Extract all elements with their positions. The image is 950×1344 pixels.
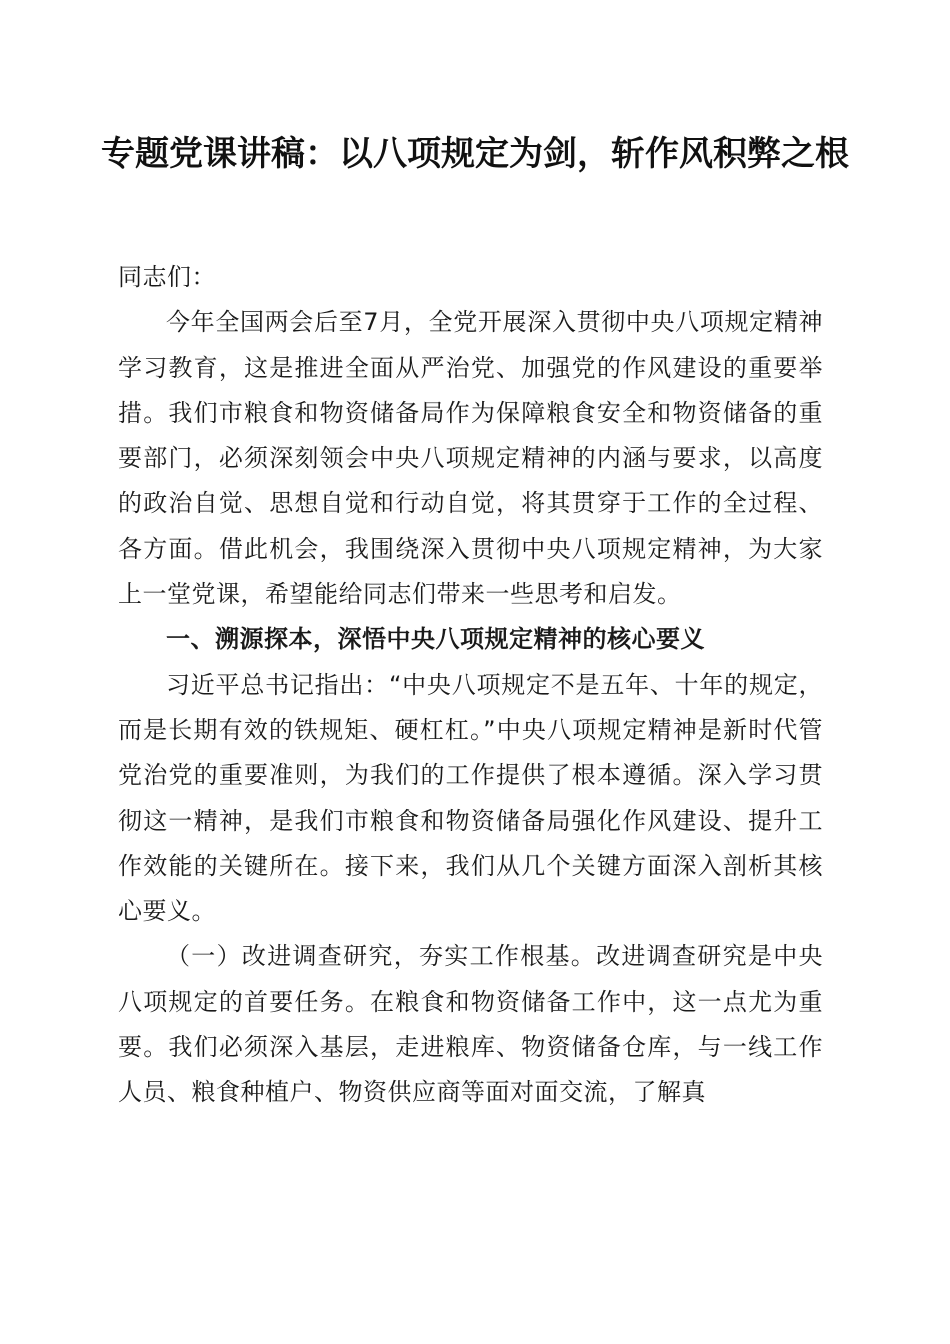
document-title: 专题党课讲稿：以八项规定为剑，斩作风积弊之根 [101,134,849,174]
quote-paragraph: 习近平总书记指出：“中央八项规定不是五年、十年的规定，而是长期有效的铁规矩、硬杠杠。”中央八项规定精神是新时代管党治党的重要准则，为我们的工作提供了根本遵循。深入学习贯彻这一精神，是我们市粮食和物资储备局强化作风建设、提升工作效能的关键所在。接下来，我们从几个关键方面深入剖析其核心要义。 [118,670,823,926]
subsection-paragraph-1: （一）改进调查研究，夯实工作根基。改进调查研究是中央八项规定的首要任务。在粮食和物资储备工作中，这一点尤为重要。我们必须深入基层，走进粮库、物资储备仓库，与一线工作人员、粮食种植户、物资供应商等面对面交流，了解真 [118,942,823,1107]
intro-paragraph: 今年全国两会后至7月，全党开展深入贯彻中央八项规定精神学习教育，这是推进全面从严治党、加强党的作风建设的重要举措。我们市粮食和物资储备局作为保障粮食安全和物资储备的重要部门，必须深刻领会中央八项规定精神的内涵与要求，以高度的政治自觉、思想自觉和行动自觉，将其贯穿于工作的全过程、各方面。借此机会，我围绕深入贯彻中央八项规定精神，为大家上一堂党课，希望能给同志们带来一些思考和启发。 [118,308,823,609]
section-heading-1: 一、溯源探本，深悟中央八项规定精神的核心要义 [166,625,705,654]
document-body [118,255,823,1116]
salutation: 同志们： [118,263,216,291]
